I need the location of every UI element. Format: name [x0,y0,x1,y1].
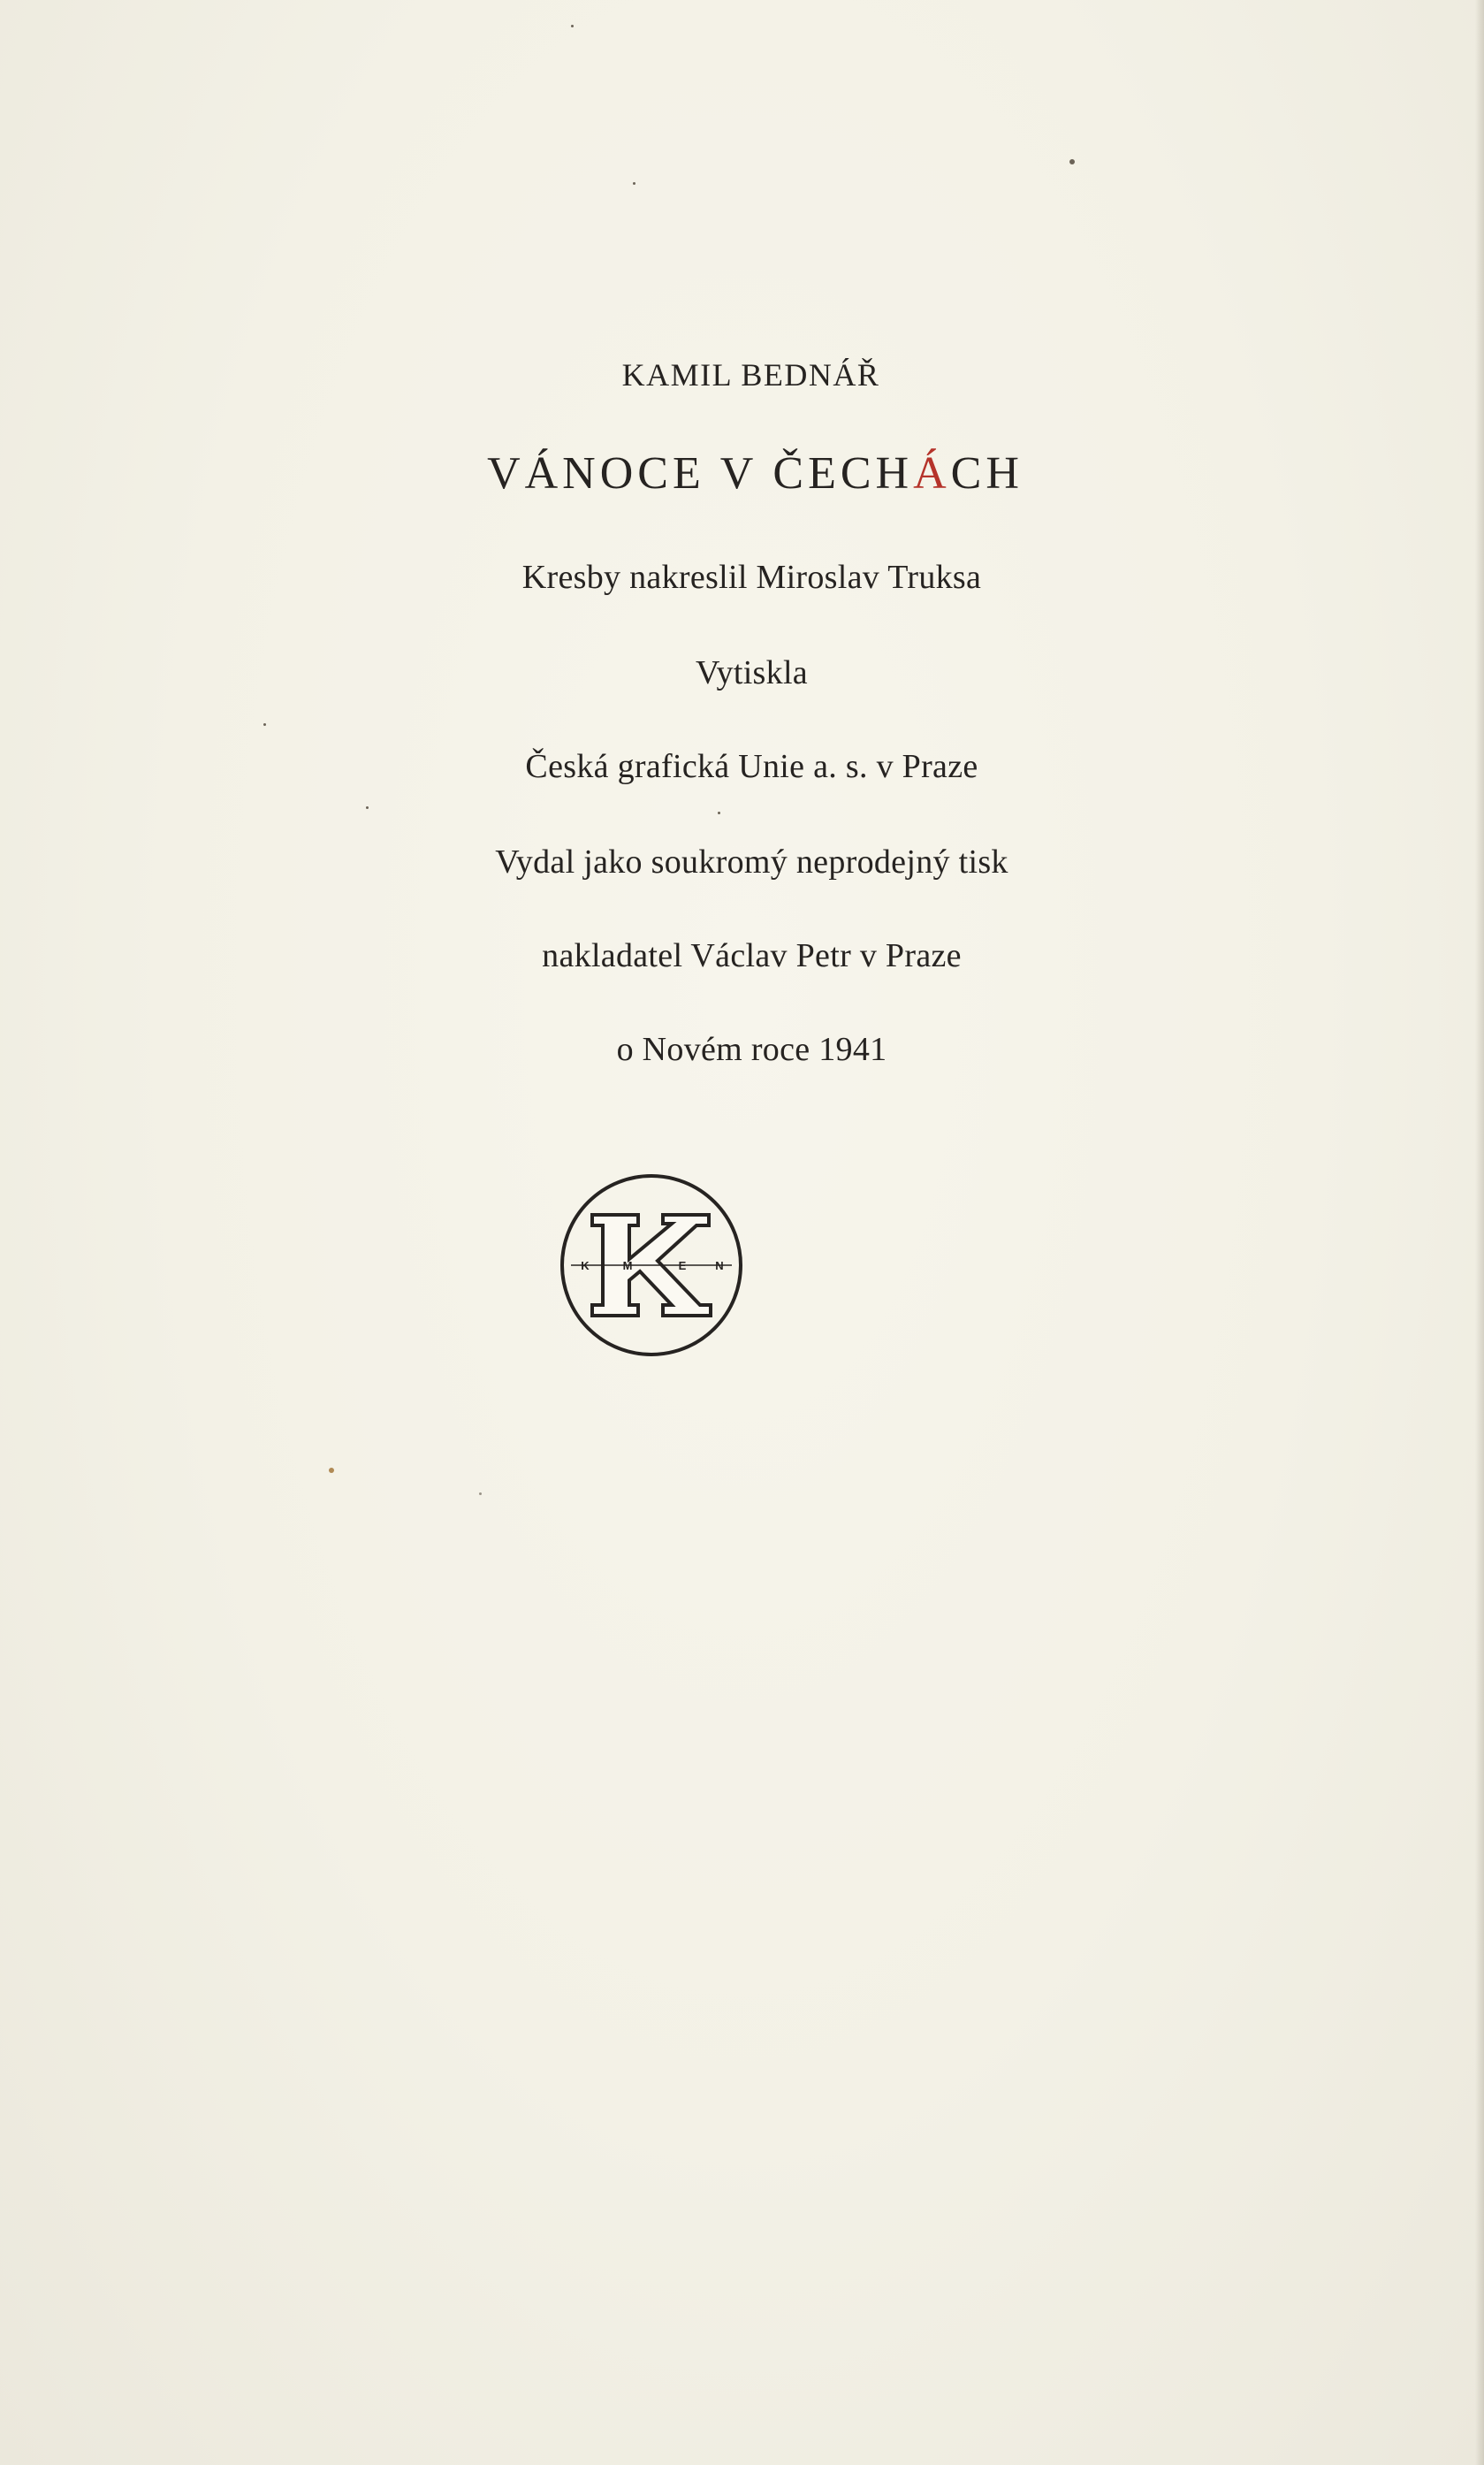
logo-letter-small-4: N [715,1259,724,1272]
logo-letter-small-2: M [622,1259,633,1272]
title-accent-letter: Á [913,448,951,499]
logo-letter-small-3: E [678,1259,687,1272]
publisher-line: nakladatel Václav Petr v Praze [542,937,962,974]
paper-speck [329,1468,334,1473]
illustrator-line: Kresby nakreslil Miroslav Truksa [521,559,982,596]
printer-name-line: Česká grafická Unie a. s. v Praze [525,748,978,785]
paper-speck [718,812,720,814]
title-part-1: VÁNOCE V ČECH [487,448,914,499]
paper-speck [1069,159,1075,164]
paper-speck [263,723,266,726]
kmen-publisher-logo [559,1172,744,1358]
book-title [0,448,1484,499]
date-line: o Novém roce 1941 [616,1031,887,1068]
paper-speck [633,182,635,185]
paper-speck [366,806,369,809]
author-name: KAMIL BEDNÁŘ [621,357,880,393]
logo-letter-small-1: K [581,1259,590,1272]
private-print-line: Vydal jako soukromý neprodejný tisk [495,843,1008,881]
title-part-2: CH [950,448,1024,499]
paper-speck [479,1492,482,1495]
paper-speck [571,25,574,27]
printed-by-line: Vytiskla [696,654,808,691]
